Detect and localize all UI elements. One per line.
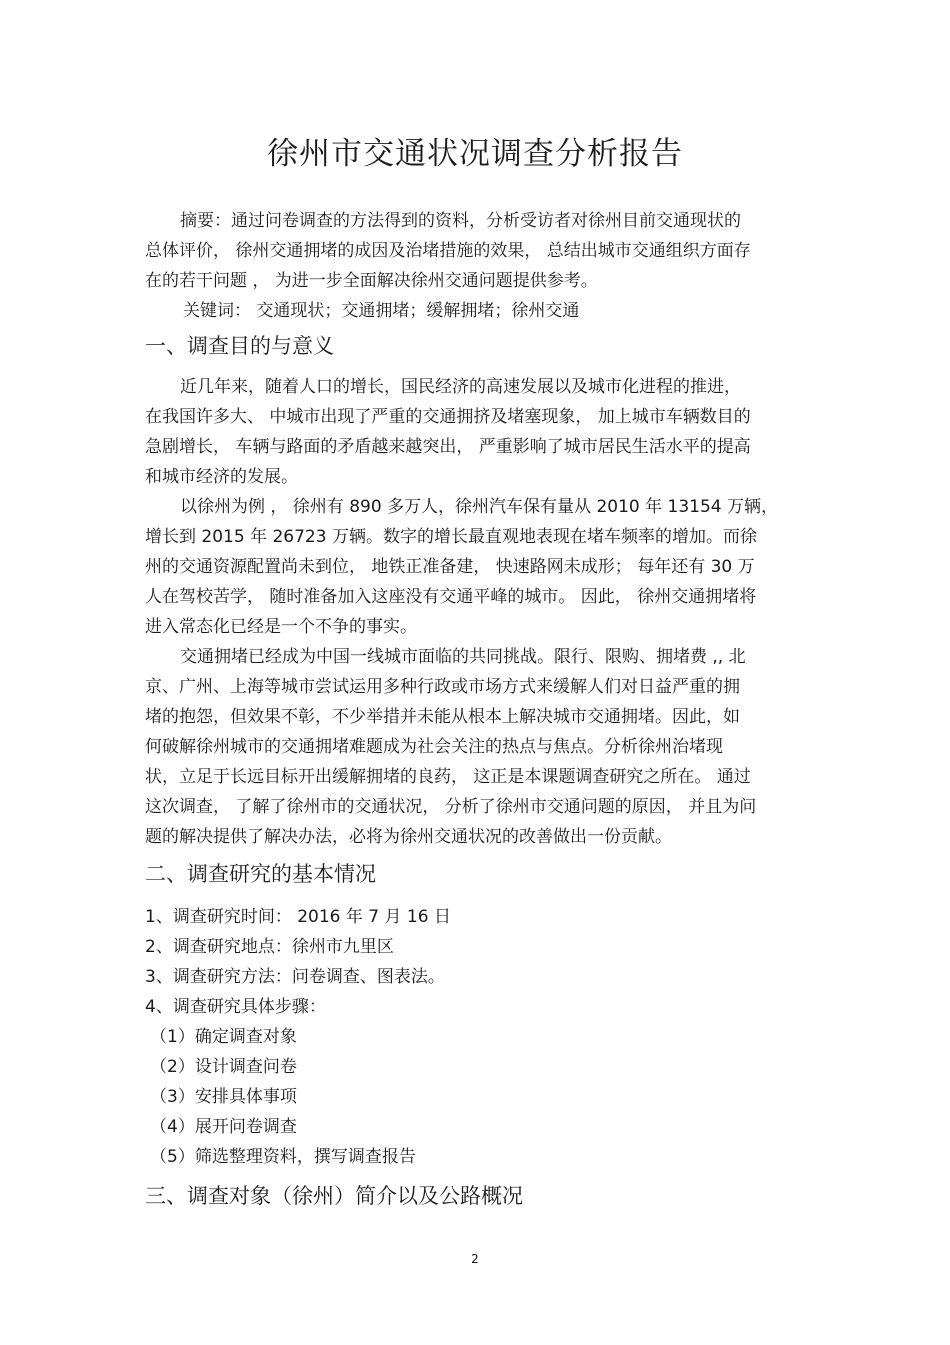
paragraph-line: 在我国许多大、 中城市出现了严重的交通拥挤及堵塞现象， 加上城市车辆数目的 xyxy=(145,407,751,427)
paragraph-line: 急剧增长， 车辆与路面的矛盾越来越突出， 严重影响了城市居民生活水平的提高 xyxy=(145,437,751,457)
section-heading: 三、调查对象（徐州）简介以及公路概况 xyxy=(145,1184,523,1208)
abstract-line: 摘要：通过问卷调查的方法得到的资料，分析受访者对徐州目前交通现状的 xyxy=(180,211,741,231)
keywords-line: 关键词： 交通现状；交通拥堵；缓解拥堵；徐州交通 xyxy=(183,301,580,321)
paragraph-line: 增长到 2015 年 26723 万辆。数字的增长最直观地表现在堵车频率的增加。而徐 xyxy=(145,527,757,547)
abstract-line: 总体评价， 徐州交通拥堵的成因及治堵措施的效果， 总结出城市交通组织方面存 xyxy=(145,241,751,261)
paragraph-line: 题的解决提供了解决办法，必将为徐州交通状况的改善做出一份贡献。 xyxy=(145,827,672,847)
paragraph-line: 京、广州、上海等城市尝试运用多种行政或市场方式来缓解人们对日益严重的拥 xyxy=(145,677,740,697)
step-item: （2）设计调查问卷 xyxy=(150,1057,297,1077)
paragraph-line: 这次调查， 了解了徐州市的交通状况， 分析了徐州市交通问题的原因， 并且为问 xyxy=(145,797,757,817)
section-heading: 二、调查研究的基本情况 xyxy=(145,862,376,886)
step-item: （4）展开问卷调查 xyxy=(150,1117,297,1137)
paragraph-line: 和城市经济的发展。 xyxy=(145,467,298,487)
paragraph-line: 以徐州为例 ， 徐州有 890 多万人，徐州汽车保有量从 2010 年 13154 万辆， xyxy=(180,497,779,517)
paragraph-line: 近几年来，随着人口的增长，国民经济的高速发展以及城市化进程的推进， xyxy=(180,377,741,397)
paragraph-line: 人在驾校苦学， 随时准备加入这座没有交通平峰的城市。 因此， 徐州交通拥堵将 xyxy=(145,587,757,607)
list-item: 3、调查研究方法：问卷调查、图表法。 xyxy=(145,967,445,987)
abstract-line: 在的若干问题 ， 为进一步全面解决徐州交通问题提供参考。 xyxy=(145,271,598,291)
list-item: 4、调查研究具体步骤： xyxy=(145,997,326,1017)
paragraph-line: 状，立足于长远目标开出缓解拥堵的良药， 这正是本课题调查研究之所在。 通过 xyxy=(145,767,751,787)
step-item: （5）筛选整理资料，撰写调查报告 xyxy=(150,1147,416,1167)
paragraph-line: 交通拥堵已经成为中国一线城市面临的共同挑战。限行、限购、拥堵费 ,, 北 xyxy=(180,647,746,667)
page-number: 2 xyxy=(471,1252,479,1266)
paragraph-line: 堵的抱怨，但效果不彰，不少举措并未能从根本上解决城市交通拥堵。因此，如 xyxy=(145,707,740,727)
paragraph-line: 进入常态化已经是一个不争的事实。 xyxy=(145,617,417,637)
step-item: （1）确定调查对象 xyxy=(150,1027,297,1047)
step-item: （3）安排具体事项 xyxy=(150,1087,297,1107)
list-item: 1、调查研究时间： 2016 年 7 月 16 日 xyxy=(145,907,451,927)
list-item: 2、调查研究地点：徐州市九里区 xyxy=(145,937,394,957)
document-title: 徐州市交通状况调查分析报告 xyxy=(267,136,683,172)
paragraph-line: 何破解徐州城市的交通拥堵难题成为社会关注的热点与焦点。分析徐州治堵现 xyxy=(145,737,723,757)
paragraph-line: 州的交通资源配置尚未到位， 地铁正准备建， 快速路网未成形； 每年还有 30 万 xyxy=(145,557,755,577)
section-heading: 一、调查目的与意义 xyxy=(145,334,334,358)
